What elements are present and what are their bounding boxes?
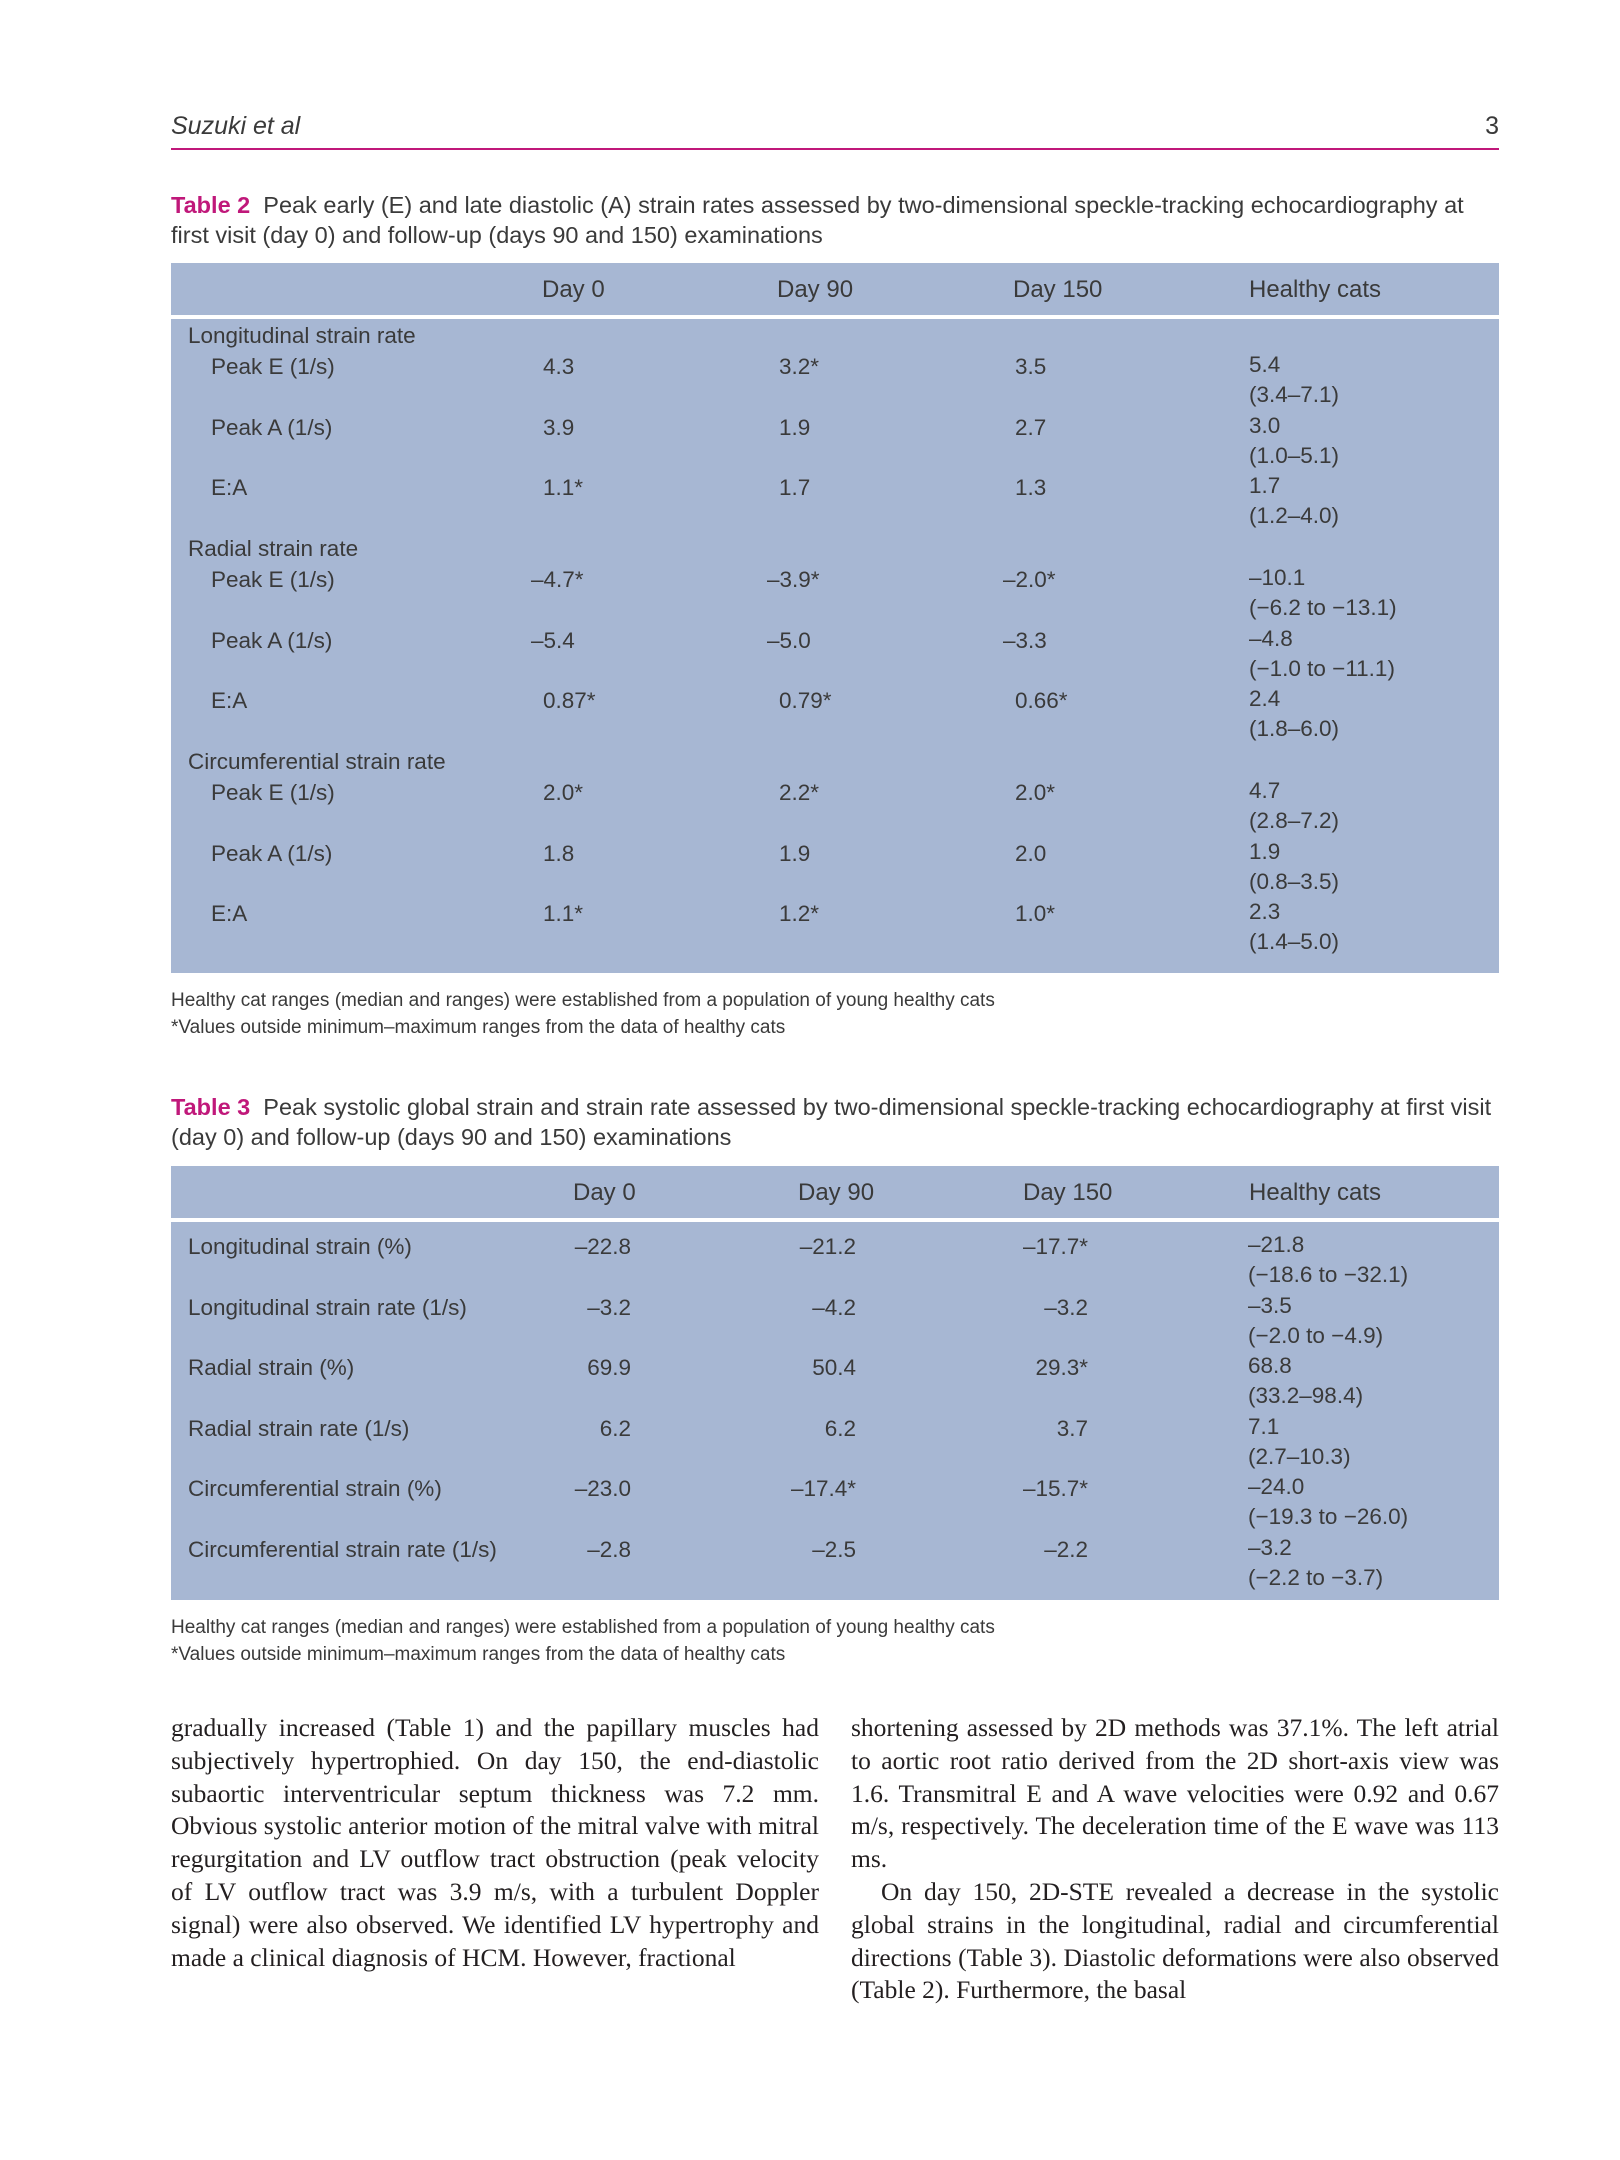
table-cell: 1.0*: [1015, 901, 1056, 926]
table2-caption-text: Peak early (E) and late diastolic (A) strain rates assessed by two-dimensional speckle-tracking echocardiography at first visit (day 0) and follow-up (days 90 and 150) examinations: [171, 192, 1464, 248]
table3-caption-text: Peak systolic global strain and strain rate assessed by two-dimensional speckle-tracking echocardiography at first visit (day 0) and follow-up (days 90 and 150) examinations: [171, 1094, 1492, 1150]
page-number: 3: [1485, 112, 1499, 140]
table-cell: 0.79*: [779, 688, 832, 713]
healthy-median: 2.3: [1249, 899, 1281, 924]
healthy-value-cell: [1249, 624, 1395, 684]
table-cell: 29.3*: [1035, 1355, 1088, 1380]
healthy-range: (1.0–5.1): [1249, 442, 1340, 468]
row-label: Longitudinal strain rate (1/s): [188, 1294, 467, 1320]
table2-label: Table 2: [171, 192, 251, 218]
table-cell: 0.66*: [1015, 688, 1068, 713]
column-header: Day 150: [1023, 1179, 1113, 1206]
table-cell: 1.9: [779, 840, 811, 866]
row-label: Peak E (1/s): [211, 354, 335, 379]
column-header: Day 90: [777, 276, 854, 303]
table-cell: –5.0: [767, 627, 811, 653]
column-header: Day 0: [573, 1179, 636, 1206]
table-cell: 0.87*: [543, 688, 596, 713]
healthy-range: (2.8–7.2): [1249, 808, 1340, 833]
healthy-median: 7.1: [1248, 1413, 1280, 1439]
table3-header-row: [171, 1166, 1499, 1222]
healthy-range: (2.7–10.3): [1248, 1443, 1351, 1469]
table-cell: –17.4*: [790, 1476, 856, 1501]
table-cell: –4.2: [812, 1294, 856, 1320]
row-label: E:A: [211, 901, 248, 926]
table-cell: 1.3: [1015, 475, 1047, 500]
healthy-range: (1.4–5.0): [1249, 929, 1340, 954]
healthy-median: 3.0: [1249, 412, 1281, 438]
table-cell: 6.2: [599, 1415, 631, 1441]
healthy-median: –24.0: [1248, 1474, 1305, 1499]
table-cell: –15.7*: [1022, 1476, 1088, 1501]
table-cell: –2.0*: [1003, 567, 1056, 592]
table-cell: 1.1*: [543, 475, 584, 500]
table-cell: 4.3: [543, 354, 575, 379]
row-label: Peak A (1/s): [211, 627, 333, 653]
healthy-median: –3.2: [1248, 1534, 1292, 1560]
table-cell: 3.2*: [779, 354, 820, 379]
running-header: [171, 108, 1499, 150]
healthy-value-cell: [1248, 1472, 1408, 1532]
table3-caption: [171, 1092, 1501, 1152]
column-header: Day 90: [798, 1179, 875, 1206]
table-cell: 2.0: [1015, 840, 1047, 866]
row-label: Peak E (1/s): [211, 780, 335, 805]
table2: [171, 263, 1499, 973]
healthy-median: –21.8: [1248, 1232, 1305, 1257]
row-label: Longitudinal strain (%): [188, 1234, 412, 1259]
table-cell: 3.9: [543, 414, 575, 440]
table-cell: –3.2: [587, 1294, 631, 1320]
table-cell: –3.9*: [767, 567, 820, 592]
healthy-median: –3.5: [1248, 1292, 1292, 1318]
healthy-range: (33.2–98.4): [1248, 1383, 1364, 1408]
healthy-range: (−18.6 to −32.1): [1248, 1262, 1409, 1287]
table2-note-2: *Values outside minimum–maximum ranges from the data of healthy cats: [171, 1017, 786, 1038]
row-label: Radial strain (%): [188, 1355, 355, 1380]
table-cell: –2.8: [587, 1536, 631, 1562]
row-label: Peak A (1/s): [211, 414, 333, 440]
row-label: Peak A (1/s): [211, 840, 333, 866]
column-header: Healthy cats: [1249, 276, 1382, 303]
healthy-median: 1.9: [1249, 838, 1281, 864]
running-header-author: Suzuki et al: [171, 112, 301, 140]
table-cell: –2.5: [812, 1536, 856, 1562]
column-header: Day 150: [1013, 276, 1103, 303]
body-column-left: [171, 1712, 819, 1974]
table-cell: 1.2*: [779, 901, 820, 926]
table-cell: 50.4: [812, 1355, 856, 1380]
healthy-value-cell: [1248, 1412, 1351, 1472]
healthy-value-cell: [1249, 471, 1339, 531]
table2-notes: [171, 987, 995, 1041]
table-cell: 2.0*: [543, 780, 584, 805]
section-title: Circumferential strain rate: [188, 749, 446, 774]
table-cell: 1.8: [543, 840, 575, 866]
table-cell: 3.5: [1015, 354, 1047, 379]
healthy-median: 68.8: [1248, 1353, 1292, 1378]
table2-caption: [171, 190, 1501, 250]
column-header: Healthy cats: [1249, 1179, 1382, 1206]
healthy-range: (−19.3 to −26.0): [1248, 1504, 1409, 1529]
table3-notes: [171, 1614, 995, 1668]
healthy-median: 2.4: [1249, 686, 1281, 711]
healthy-value-cell: [1248, 1351, 1363, 1411]
table-cell: –21.2: [799, 1234, 856, 1259]
healthy-value-cell: [1249, 837, 1339, 897]
table-cell: 2.2*: [779, 780, 820, 805]
healthy-range: (0.8–3.5): [1249, 868, 1340, 894]
healthy-range: (1.2–4.0): [1249, 503, 1340, 528]
healthy-range: (−2.2 to −3.7): [1248, 1564, 1384, 1590]
healthy-median: 5.4: [1249, 352, 1281, 377]
healthy-median: 4.7: [1249, 778, 1281, 803]
table-cell: –5.4: [531, 627, 575, 653]
body-column-right: [851, 1712, 1499, 2007]
healthy-value-cell: [1248, 1230, 1408, 1290]
row-label: E:A: [211, 688, 248, 713]
table-cell: 2.0*: [1015, 780, 1056, 805]
healthy-value-cell: [1249, 776, 1339, 836]
table-cell: 1.1*: [543, 901, 584, 926]
section-title: Longitudinal strain rate: [188, 323, 416, 348]
healthy-value-cell: [1248, 1533, 1383, 1593]
healthy-range: (−1.0 to −11.1): [1249, 655, 1395, 681]
row-label: Radial strain rate (1/s): [188, 1415, 410, 1441]
table-cell: 1.9: [779, 414, 811, 440]
healthy-value-cell: [1249, 350, 1339, 410]
row-label: E:A: [211, 475, 248, 500]
row-label: Circumferential strain (%): [188, 1476, 442, 1501]
table-cell: –3.2: [1044, 1294, 1088, 1320]
healthy-range: (1.8–6.0): [1249, 716, 1340, 741]
table-cell: 2.7: [1015, 414, 1047, 440]
healthy-value-cell: [1249, 563, 1397, 623]
healthy-range: (−6.2 to −13.1): [1249, 595, 1397, 620]
table3-note-1: Healthy cat ranges (median and ranges) were established from a population of young healthy cats: [171, 1617, 995, 1638]
table3: [171, 1166, 1499, 1600]
table-cell: –4.7*: [531, 567, 584, 592]
healthy-median: 1.7: [1249, 473, 1281, 498]
table-cell: –23.0: [574, 1476, 631, 1501]
healthy-value-cell: [1249, 684, 1339, 744]
table2-note-1: Healthy cat ranges (median and ranges) were established from a population of young healthy cats: [171, 990, 995, 1011]
body-paragraph: On day 150, 2D-STE revealed a decrease in the systolic global strains in the longitudinal, radial and circumferential directions (Table 3). Diastolic deformations were also observed (Table 2). Furthermore, the basal: [851, 1876, 1499, 2005]
table-cell: 6.2: [824, 1415, 856, 1441]
table-cell: 3.7: [1056, 1415, 1088, 1441]
body-paragraph: gradually increased (Table 1) and the papillary muscles had subjectively hypertrophied. On day 150, the end-diastolic subaortic interventricular septum thickness was 7.2 mm. Obvious systolic anterior motion of the mitral valve with mitral regurgitation and LV outflow tract obstruction (peak velocity of LV outflow tract was 3.9 m/s, with a turbulent Doppler signal) were also observed. We identified LV hypertrophy and made a clinical diagnosis of HCM. However, fractional: [171, 1713, 820, 1972]
section-title: Radial strain rate: [188, 536, 359, 561]
table3-label: Table 3: [171, 1094, 251, 1120]
table-cell: –17.7*: [1022, 1234, 1088, 1259]
healthy-range: (−2.0 to −4.9): [1248, 1322, 1384, 1348]
column-header: Day 0: [542, 276, 605, 303]
healthy-value-cell: [1249, 897, 1339, 957]
table2-header-row: [171, 263, 1499, 319]
healthy-value-cell: [1249, 411, 1339, 471]
table-cell: –2.2: [1044, 1536, 1088, 1562]
row-label: Circumferential strain rate (1/s): [188, 1536, 497, 1562]
table-cell: –22.8: [574, 1234, 631, 1259]
healthy-median: –4.8: [1249, 625, 1293, 651]
row-label: Peak E (1/s): [211, 567, 335, 592]
table-cell: 1.7: [779, 475, 811, 500]
healthy-median: –10.1: [1249, 565, 1306, 590]
table-cell: 69.9: [587, 1355, 631, 1380]
healthy-range: (3.4–7.1): [1249, 382, 1340, 407]
table-cell: –3.3: [1003, 627, 1047, 653]
healthy-value-cell: [1248, 1291, 1383, 1351]
body-paragraph: shortening assessed by 2D methods was 37.1%. The left atrial to aortic root ratio derived from the 2D short-axis view was 1.6. Transmitral E and A wave velocities were 0.92 and 0.67 m/s, respectively. The deceleration time of the E wave was 113 ms.: [851, 1713, 1499, 1874]
table3-note-2: *Values outside minimum–maximum ranges from the data of healthy cats: [171, 1644, 786, 1665]
